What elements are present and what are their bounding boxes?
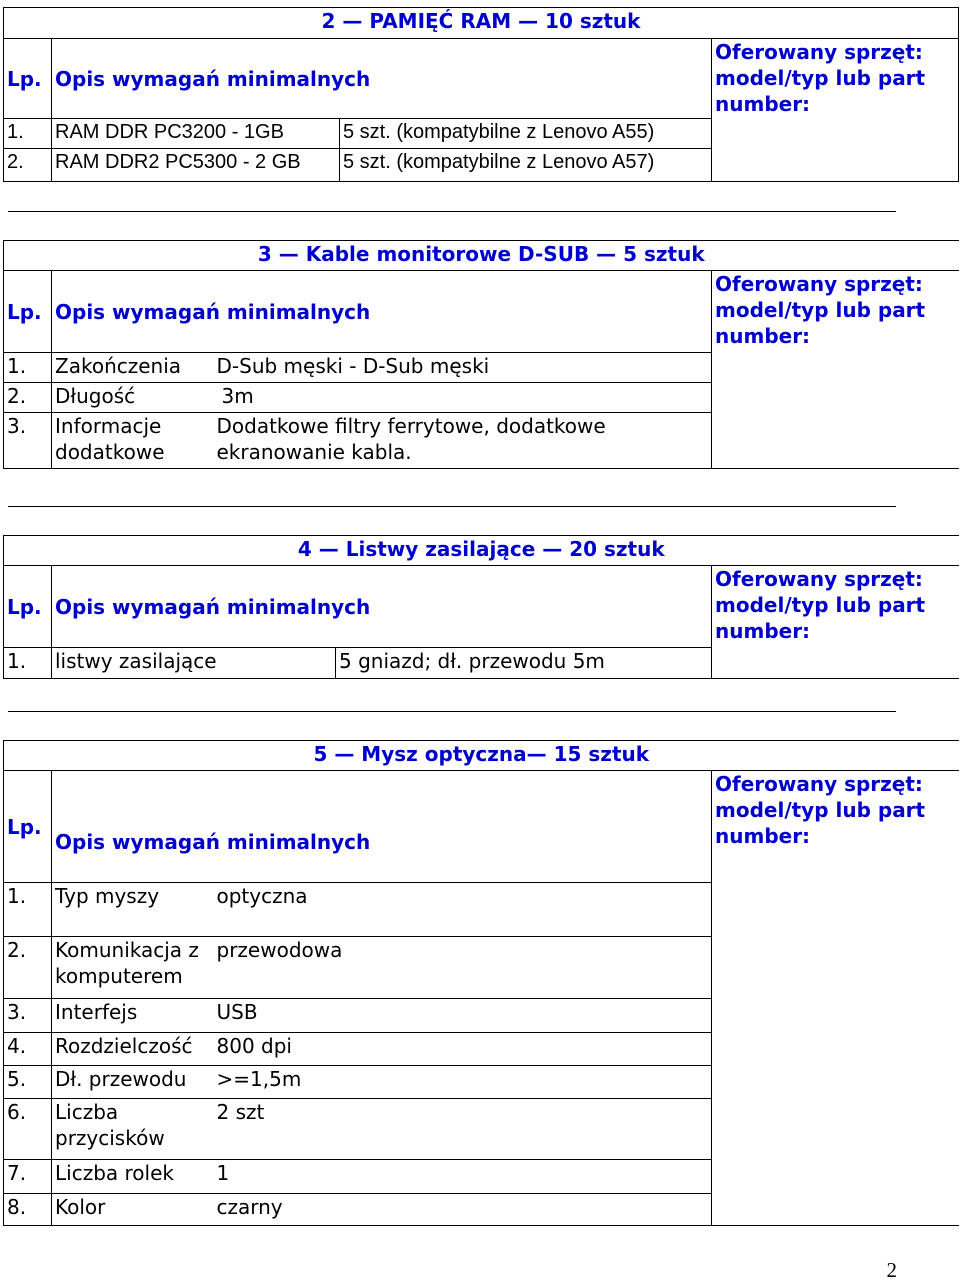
row-name: Informacje dodatkowe xyxy=(52,413,214,469)
row-number: 1. xyxy=(4,648,52,679)
row-value: przewodowa xyxy=(214,937,712,999)
row-value: 800 dpi xyxy=(214,1033,712,1066)
row-value: 2 szt xyxy=(214,1099,712,1160)
row-name: Kolor xyxy=(52,1194,214,1226)
row-value: 3m xyxy=(214,383,712,413)
row-name: Komunikacja z komputerem xyxy=(52,937,214,999)
row-number: 3. xyxy=(4,413,52,469)
row-value: optyczna xyxy=(214,883,712,937)
row-value: czarny xyxy=(214,1194,712,1226)
row-name: RAM DDR PC3200 - 1GB xyxy=(52,119,340,149)
row-number: 2. xyxy=(4,383,52,413)
row-number: 4. xyxy=(4,1033,52,1066)
section-cables-table xyxy=(3,240,959,469)
section-title: 3 — Kable monitorowe D-SUB — 5 sztuk xyxy=(4,241,959,271)
row-name: RAM DDR2 PC5300 - 2 GB xyxy=(52,149,340,182)
row-number: 5. xyxy=(4,1066,52,1099)
separator-line xyxy=(8,506,896,507)
page-number: 2 xyxy=(886,1258,897,1282)
requirements-header: Opis wymagań minimalnych xyxy=(52,271,712,353)
row-value: 5 szt. (kompatybilne z Lenovo A57) xyxy=(340,149,712,182)
section-powerstrips-table xyxy=(3,535,959,679)
row-name: Długość xyxy=(52,383,214,413)
requirements-header: Opis wymagań minimalnych xyxy=(52,771,712,883)
row-number: 2. xyxy=(4,149,52,182)
offered-equipment-header: Oferowany sprzęt: model/typ lub part number: xyxy=(712,39,959,182)
row-number: 3. xyxy=(4,999,52,1033)
row-number: 7. xyxy=(4,1160,52,1194)
row-name: listwy zasilające xyxy=(52,648,336,679)
section-mouse-table xyxy=(3,740,959,1226)
row-number: 2. xyxy=(4,937,52,999)
row-value: 5 szt. (kompatybilne z Lenovo A55) xyxy=(340,119,712,149)
row-value: D-Sub męski - D-Sub męski xyxy=(214,353,712,383)
section-title: 4 — Listwy zasilające — 20 sztuk xyxy=(4,536,959,566)
offered-equipment-header: Oferowany sprzęt: model/typ lub part number: xyxy=(712,566,959,679)
row-value: 1 xyxy=(214,1160,712,1194)
section-title: 5 — Mysz optyczna— 15 sztuk xyxy=(4,741,959,771)
requirements-header: Opis wymagań minimalnych xyxy=(52,566,712,648)
separator-line xyxy=(8,211,896,212)
row-name: Rozdzielczość xyxy=(52,1033,214,1066)
offered-equipment-header: Oferowany sprzęt: model/typ lub part number: xyxy=(712,271,959,469)
row-value: USB xyxy=(214,999,712,1033)
separator-line xyxy=(8,711,896,712)
row-number: 1. xyxy=(4,119,52,149)
row-name: Zakończenia xyxy=(52,353,214,383)
row-name: Liczba przycisków xyxy=(52,1099,214,1160)
lp-header: Lp. xyxy=(4,771,52,883)
row-number: 1. xyxy=(4,353,52,383)
row-number: 6. xyxy=(4,1099,52,1160)
lp-header: Lp. xyxy=(4,39,52,119)
row-name: Interfejs xyxy=(52,999,214,1033)
row-name: Typ myszy xyxy=(52,883,214,937)
section-ram-table xyxy=(3,7,959,182)
row-name: Dł. przewodu xyxy=(52,1066,214,1099)
requirements-header: Opis wymagań minimalnych xyxy=(52,39,712,119)
row-name: Liczba rolek xyxy=(52,1160,214,1194)
row-value: 5 gniazd; dł. przewodu 5m xyxy=(336,648,712,679)
row-value: >=1,5m xyxy=(214,1066,712,1099)
lp-header: Lp. xyxy=(4,271,52,353)
offered-equipment-header: Oferowany sprzęt: model/typ lub part number: xyxy=(712,771,959,1226)
lp-header: Lp. xyxy=(4,566,52,648)
row-value: Dodatkowe filtry ferrytowe, dodatkowe ekranowanie kabla. xyxy=(214,413,712,469)
row-number: 1. xyxy=(4,883,52,937)
row-number: 8. xyxy=(4,1194,52,1226)
section-title: 2 — PAMIĘĆ RAM — 10 sztuk xyxy=(4,8,959,39)
